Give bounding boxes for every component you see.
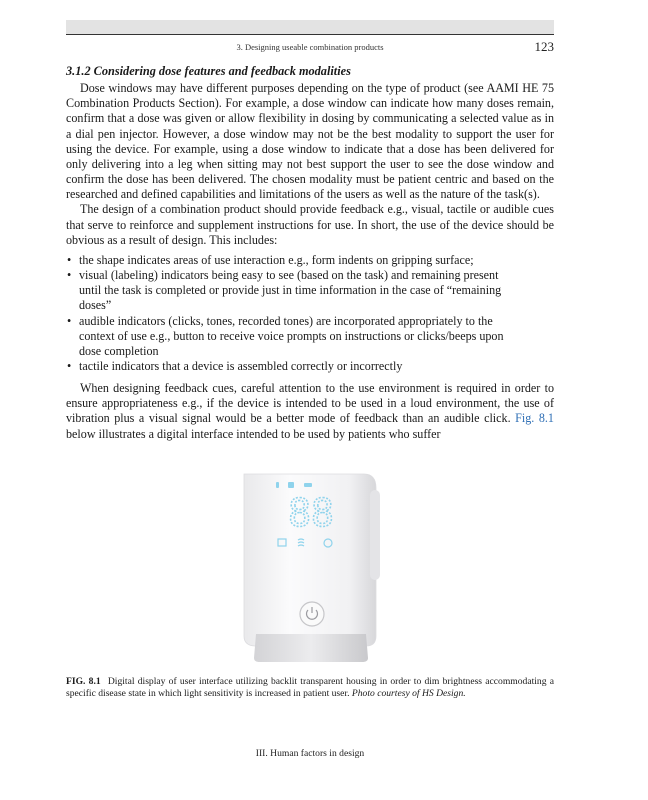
section-title: 3.1.2 Considering dose features and feedback modalities [66,64,351,78]
chapter-title: 3. Designing useable combination products [236,42,384,52]
header-bar [66,20,554,34]
device-illustration [232,470,392,664]
header-rule [66,34,554,35]
paragraph-1: Dose windows may have different purposes depending on the type of product (see AAMI HE 75 Combination Products Section). For example, a dose window can indicate how many doses remain, confirm that a dose was given or allow flexibility in dosing by communicating a selected value as in a dial pen injector. However, a dose window may not be the best modality to support the user for using the device. For example, using a dose window to indicate that a dose has been delivered for only delivering into a leg when sitting may not best support the user to see the dose window and confirm the dose has been delivered. The chosen modality must be patient centric and based on the researched and defined capabilities and limitations of the users as well as the nature of the task(s). [66,81,554,202]
page-footer: III. Human factors in design [255,748,365,759]
page-number: 123 [534,39,554,54]
bluetooth-icon [276,482,279,488]
body-text [66,64,554,442]
caption-label: FIG. 8.1 [66,676,101,687]
feedback-bullet-list [66,253,554,374]
figure-link[interactable]: Fig. 8.1 [515,411,554,426]
list-item: • tactile indicators that a device is assembled correctly or incorrectly [67,358,403,373]
device-figure [232,470,392,664]
dose-display: 88 [288,491,334,535]
paragraph-2: The design of a combination product should provide feedback e.g., visual, tactile or audible cues that serve to reinforce and supplement instructions for use. In short, the use of the device should be obvious as a result of design. This includes: [66,202,554,247]
battery-icon [288,482,294,488]
running-head [66,39,554,55]
figure-caption [66,676,554,701]
signal-icon [304,483,312,487]
list-item: • visual (labeling) indicators being easy to see (based on the task) and remaining present until the task is completed or provide just in time information in the case of “remaining doses” [67,268,502,313]
paragraph-3: When designing feedback cues, careful attention to the use environment is required in order to ensure appropriateness e.g., if the device is intended to be used in a loud environment, the use of vibration plus a visual signal would be a better mode of feedback than an audible click. Fig. 8.1 below illustrates a digital interface intended to be used by patients who suffer [66,381,554,441]
list-item: • the shape indicates areas of use interaction e.g., form indents on gripping surface; [67,252,474,267]
caption-text: Digital display of user interface utilizing backlit transparent housing in order to dim brightness accommodating a specific disease state in which light sensitivity is increased in patient user. [66,676,554,700]
side-grip [370,490,380,580]
power-button[interactable] [300,602,324,626]
caption-credit: Photo courtesy of HS Design. [351,688,466,700]
device-base [254,634,368,662]
list-item: • audible indicators (clicks, tones, recorded tones) are incorporated appropriately to the context of use e.g., button to receive voice prompts on instructions or clicks/beeps upon dose completion [67,313,504,358]
